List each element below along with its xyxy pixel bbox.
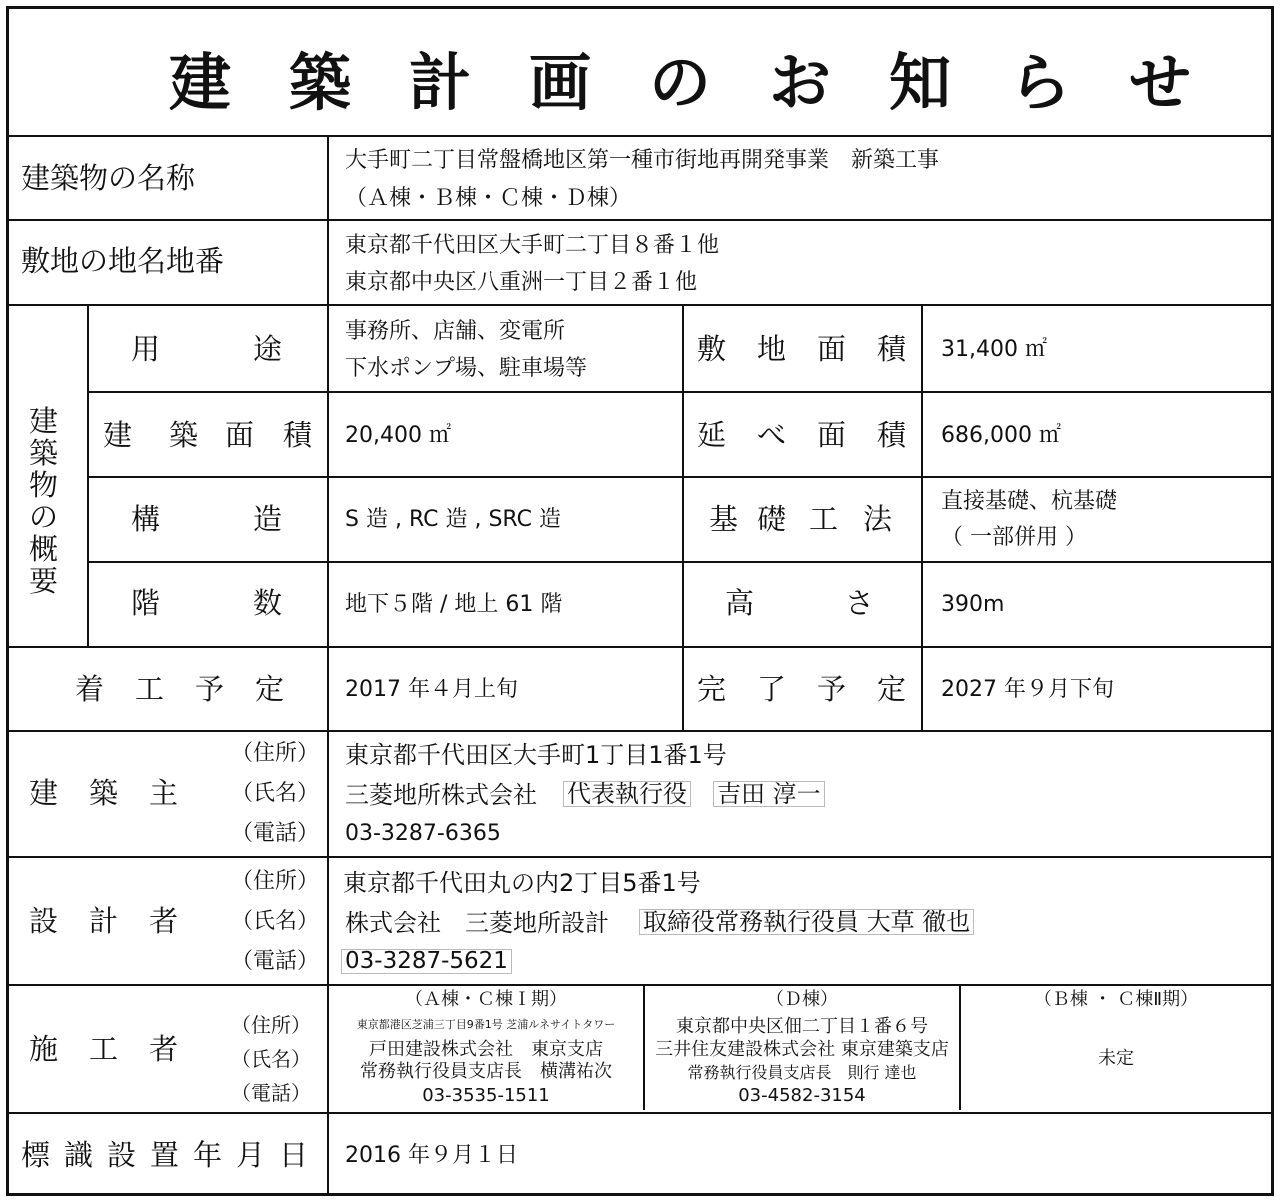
rule: [9, 135, 1271, 137]
overview-label-char: 概: [29, 532, 59, 566]
title-char-1: 建: [169, 46, 232, 119]
owner-address-sublabel: （住所）: [231, 741, 320, 766]
site-label: 敷地の地名地番: [21, 244, 225, 278]
overview-label-char: 建: [29, 404, 59, 438]
contractor-col-a: [329, 988, 643, 1110]
contractor-col-b: [961, 988, 1271, 1110]
rule: [682, 304, 684, 730]
site-area-label-char: 敷: [697, 332, 727, 366]
foundation-line2: （ 一部併用 ）: [941, 525, 1087, 550]
contractor-a-address: 東京都港区芝浦三丁目9番1号 芝浦ルネサイトタワー: [356, 1018, 616, 1031]
floors-label-char: 階: [131, 586, 161, 620]
title-char-9: せ: [1129, 46, 1192, 119]
foundation-label-char: 工: [809, 502, 839, 536]
owner-address: 東京都千代田区大手町1丁目1番1号: [345, 741, 727, 769]
site-line2: 東京都中央区八重洲一丁目２番１他: [345, 270, 698, 295]
site-area-label-char: 地: [757, 332, 787, 366]
rule: [9, 856, 1271, 858]
use-label-char: 途: [253, 332, 283, 366]
owner-phone-sublabel: （電話）: [231, 821, 320, 846]
rule: [87, 561, 1271, 563]
sign-date-label-char: 設: [107, 1138, 137, 1172]
foundation-line1: 直接基礎、杭基礎: [941, 489, 1118, 514]
building-area-value: 20,400 ㎡: [345, 423, 451, 448]
designer-label-char: 者: [149, 904, 179, 938]
designer-label-char: 設: [29, 904, 59, 938]
title-char-3: 計: [409, 46, 472, 119]
title-char-7: 知: [889, 46, 952, 119]
overview-label-char: 要: [29, 564, 59, 598]
designer-name-sublabel: （氏名）: [231, 909, 320, 934]
owner-label-char: 主: [149, 776, 179, 810]
sign-date-label-char: 識: [64, 1138, 94, 1172]
building-area-label-char: 面: [225, 418, 255, 452]
start-label-char: 着: [75, 672, 105, 706]
total-area-value: 686,000 ㎡: [941, 423, 1061, 448]
sign-date-label-char: 日: [279, 1138, 309, 1172]
sign-date-label-char: 置: [150, 1138, 180, 1172]
title-char-5: の: [649, 46, 712, 119]
contractor-label-char: 工: [89, 1032, 119, 1066]
contractor-col-d: [645, 988, 959, 1110]
contractor-b-header: （Ｂ棟 ・ Ｃ棟Ⅱ期）: [1033, 989, 1199, 1010]
title-char-8: ら: [1009, 46, 1072, 119]
overview-label-char: 築: [29, 436, 59, 470]
designer-address-sublabel: （住所）: [231, 869, 320, 894]
designer-phone: 03-3287-5621: [341, 949, 512, 974]
designer-title-person: 取締役常務執行役員 大草 徹也: [639, 909, 974, 935]
total-area-label-char: べ: [757, 418, 787, 452]
overview-label-char: の: [29, 500, 59, 534]
floors-label-char: 数: [253, 586, 283, 620]
contractor-phone-sublabel: （電話）: [231, 1081, 311, 1105]
start-value: 2017 年４月上旬: [345, 677, 518, 702]
foundation-label-char: 礎: [757, 502, 787, 536]
use-label-char: 用: [131, 332, 161, 366]
contractor-a-phone: 03-3535-1511: [422, 1085, 550, 1106]
name-label: 建築物の名称: [21, 161, 196, 195]
site-area-label-char: 積: [877, 332, 907, 366]
start-label-char: 予: [195, 672, 225, 706]
start-label-char: 定: [255, 672, 285, 706]
sign-date-label-char: 標: [21, 1138, 51, 1172]
title-char-2: 築: [289, 46, 352, 119]
site-area-label-char: 面: [817, 332, 847, 366]
rule: [87, 476, 1271, 478]
contractor-d-header: （Ｄ棟）: [766, 989, 838, 1010]
completion-label-char: 予: [817, 672, 847, 706]
rule: [9, 1112, 1271, 1114]
use-line1: 事務所、店舗、変電所: [345, 319, 566, 344]
foundation-label-char: 法: [863, 502, 893, 536]
sign-date-value: 2016 年９月１日: [345, 1143, 518, 1168]
owner-name-sublabel: （氏名）: [231, 781, 320, 806]
structure-label-char: 造: [253, 502, 283, 536]
building-area-label-char: 積: [283, 418, 313, 452]
contractor-label-char: 施: [29, 1032, 59, 1066]
owner-company: 三菱地所株式会社: [345, 781, 537, 809]
contractor-a-company: 戸田建設株式会社 東京支店: [369, 1039, 603, 1060]
building-area-label-char: 築: [169, 418, 199, 452]
name-line2: （Ａ棟・Ｂ棟・Ｃ棟・Ｄ棟）: [345, 186, 632, 211]
contractor-b-status: 未定: [1098, 1048, 1134, 1069]
rule: [9, 304, 1271, 306]
structure-label-char: 構: [131, 502, 161, 536]
total-area-label-char: 延: [697, 418, 727, 452]
contractor-name-sublabel: （氏名）: [231, 1047, 311, 1071]
contractor-label-char: 者: [149, 1032, 179, 1066]
use-line2: 下水ポンプ場、駐車場等: [345, 356, 588, 381]
sign-date-label-char: 年: [193, 1138, 223, 1172]
structure-value: S 造 , RC 造 , SRC 造: [345, 507, 561, 532]
title-char-4: 画: [529, 46, 592, 119]
owner-title: 代表執行役: [563, 781, 691, 807]
contractor-d-company: 三井住友建設株式会社 東京建築支店: [655, 1039, 949, 1060]
floors-value: 地下５階 / 地上 61 階: [345, 592, 563, 617]
height-value: 390m: [941, 592, 1005, 617]
rule: [9, 646, 1271, 648]
title-char-6: お: [769, 46, 832, 119]
rule: [9, 219, 1271, 221]
owner-label-char: 建: [29, 776, 59, 810]
sign-date-label-char: 月: [236, 1138, 266, 1172]
total-area-label-char: 面: [817, 418, 847, 452]
completion-label-char: 完: [697, 672, 727, 706]
overview-label-char: 物: [29, 468, 59, 502]
height-label-char: 高: [725, 586, 755, 620]
start-label-char: 工: [135, 672, 165, 706]
rule: [9, 984, 1271, 986]
notice-board: [6, 6, 1274, 1196]
owner-person: 吉田 淳一: [713, 781, 825, 807]
contractor-d-address: 東京都中央区佃二丁目１番６号: [676, 1016, 928, 1037]
site-area-value: 31,400 ㎡: [941, 337, 1047, 362]
height-label-char: さ: [845, 586, 875, 620]
completion-label-char: 定: [877, 672, 907, 706]
completion-value: 2027 年９月下旬: [941, 677, 1114, 702]
designer-label-char: 計: [89, 904, 119, 938]
site-line1: 東京都千代田区大手町二丁目８番１他: [345, 233, 720, 258]
designer-phone-sublabel: （電話）: [231, 949, 320, 974]
building-area-label-char: 建: [103, 418, 133, 452]
designer-company: 株式会社 三菱地所設計: [345, 909, 609, 937]
contractor-a-person: 常務執行役員支店長 横溝祐次: [360, 1061, 612, 1082]
rule: [87, 304, 89, 646]
rule: [921, 304, 923, 730]
completion-label-char: 了: [757, 672, 787, 706]
contractor-d-phone: 03-4582-3154: [738, 1085, 866, 1106]
foundation-label-char: 基: [709, 502, 739, 536]
total-area-label-char: 積: [877, 418, 907, 452]
rule: [9, 730, 1271, 732]
owner-label-char: 築: [89, 776, 119, 810]
contractor-d-person: 常務執行役員支店長 則行 達也: [687, 1063, 917, 1082]
owner-phone: 03-3287-6365: [345, 821, 501, 846]
designer-address: 東京都千代田丸の内2丁目5番1号: [343, 869, 701, 897]
name-line1: 大手町二丁目常盤橋地区第一種市街地再開発事業 新築工事: [345, 148, 940, 173]
contractor-address-sublabel: （住所）: [231, 1013, 311, 1037]
rule: [87, 391, 1271, 393]
contractor-a-header: （Ａ棟・Ｃ棟Ｉ期）: [405, 989, 567, 1010]
